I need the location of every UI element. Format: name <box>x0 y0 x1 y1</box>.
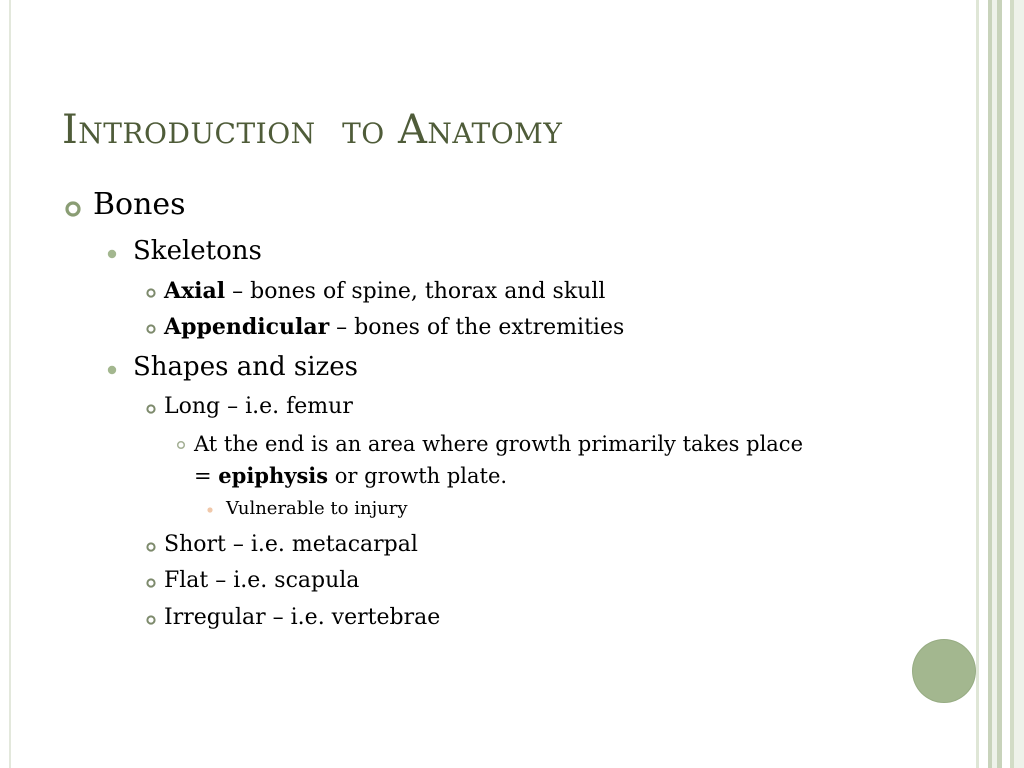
bullet-irregular: Irregular – i.e. vertebrae <box>164 605 441 630</box>
ring-bullet-icon <box>146 615 158 627</box>
bullet-flat: Flat – i.e. scapula <box>164 568 360 593</box>
right-stripe <box>1014 0 1024 768</box>
dot-bullet-icon <box>206 506 216 516</box>
bullet-appendicular <box>164 314 624 340</box>
left-border-line <box>9 0 11 768</box>
bullet-growth <box>194 429 803 492</box>
ring-bullet-icon <box>64 200 84 220</box>
bullet-shapes: Shapes and sizes <box>133 352 358 382</box>
slide-title: Introduction to Anatomy <box>62 107 563 153</box>
dot-bullet-icon <box>106 364 120 378</box>
bullet-skeletons: Skeletons <box>133 236 262 266</box>
appendicular-label: Appendicular <box>164 314 330 340</box>
growth-equals: = <box>194 464 219 488</box>
ring-bullet-icon <box>176 440 188 452</box>
axial-description: – bones of spine, thorax and skull <box>225 279 606 304</box>
ring-bullet-icon <box>146 578 158 590</box>
decorative-circle <box>913 640 975 702</box>
bullet-vulnerable: Vulnerable to injury <box>226 498 408 519</box>
growth-line-1: At the end is an area where growth primarily takes place <box>194 432 803 456</box>
bullet-long: Long – i.e. femur <box>164 394 353 419</box>
bullet-axial <box>164 278 605 304</box>
ring-bullet-icon <box>146 542 158 554</box>
growth-line-2 <box>194 460 803 492</box>
bullet-short: Short – i.e. metacarpal <box>164 532 418 557</box>
epiphysis-term: epiphysis <box>218 463 329 488</box>
growth-plate-text: or growth plate. <box>328 464 508 488</box>
dot-bullet-icon <box>106 248 120 262</box>
axial-label: Axial <box>164 278 226 304</box>
ring-bullet-icon <box>146 324 158 336</box>
ring-bullet-icon <box>146 404 158 416</box>
ring-bullet-icon <box>146 288 158 300</box>
appendicular-description: – bones of the extremities <box>329 315 625 340</box>
right-stripe <box>1002 0 1010 768</box>
bullet-bones: Bones <box>93 187 186 222</box>
right-stripe <box>979 0 988 768</box>
